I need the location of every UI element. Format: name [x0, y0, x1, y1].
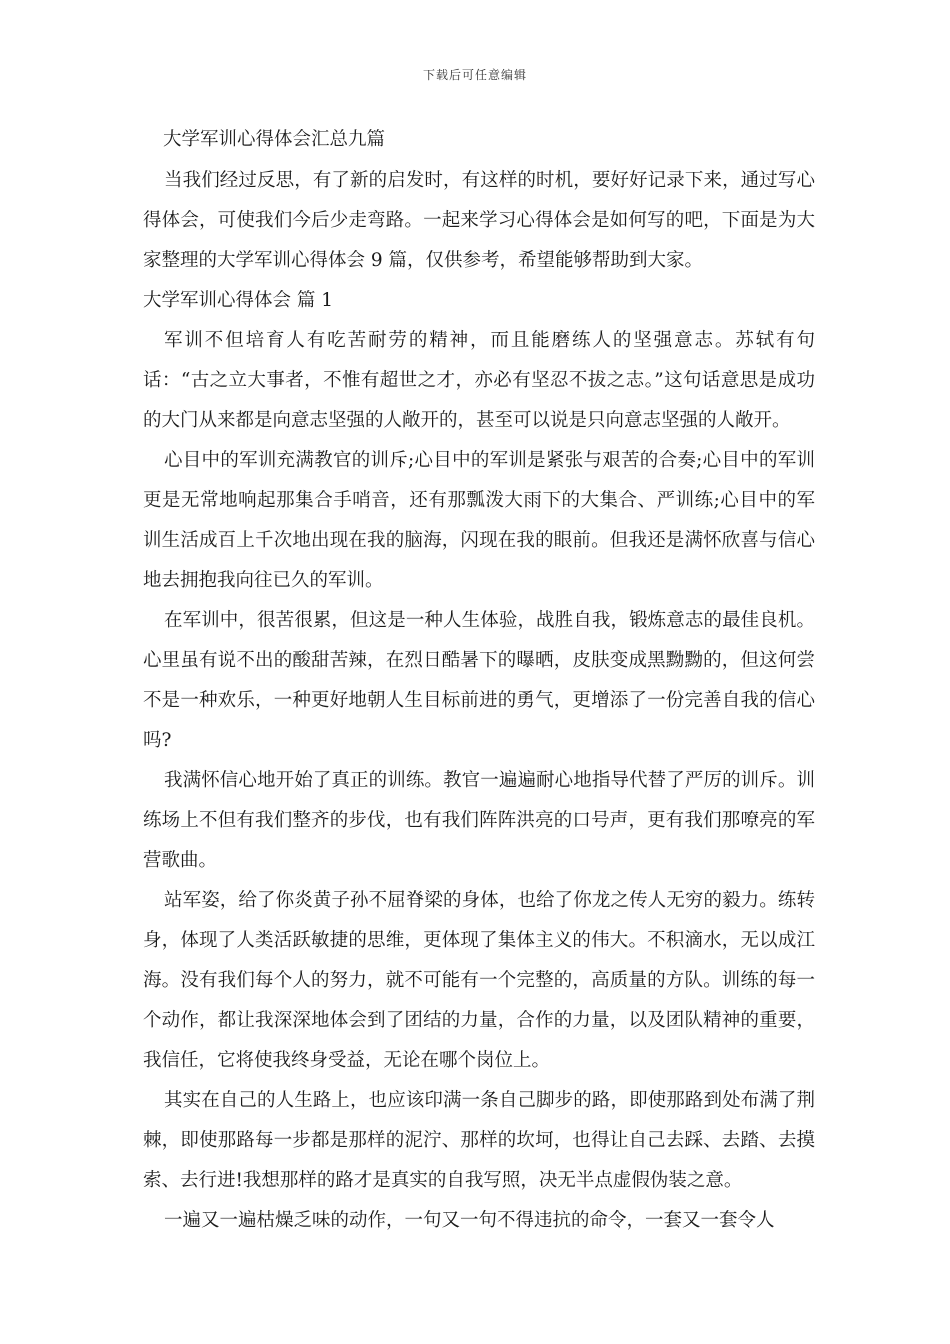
body-paragraph: 心目中的军训充满教官的训斥;心目中的军训是紧张与艰苦的合奏;心目中的军训更是无常地响起那集合手哨音，还有那瓢泼大雨下的大集合、严训练;心目中的军训生活成百上千次地出现在我的脑海，闪现在我的眼前。但我还是满怀欣喜与信心地去拥抱我向往已久的军训。	[143, 450, 815, 591]
body-paragraph: 我满怀信心地开始了真正的训练。教官一遍遍耐心地指导代替了严厉的训斥。训练场上不但有我们整齐的步伐，也有我们阵阵洪亮的口号声，更有我们那嘹亮的军营歌曲。	[143, 770, 815, 871]
document-title: 大学军训心得体会汇总九篇	[163, 129, 386, 150]
document-body	[143, 125, 815, 1241]
body-paragraph: 站军姿，给了你炎黄子孙不屈脊梁的身体，也给了你龙之传人无穷的毅力。练转身，体现了人类活跃敏捷的思维，更体现了集体主义的伟大。不积滴水，无以成江海。没有我们每个人的努力，就不可能有一个完整的，高质量的方队。训练的每一个动作，都让我深深地体会到了团结的力量，合作的力量，以及团队精神的重要，我信任，它将使我终身受益，无论在哪个岗位上。	[143, 890, 815, 1071]
intro-paragraph: 当我们经过反思，有了新的启发时，有这样的时机，要好好记录下来，通过写心得体会，可使我们今后少走弯路。一起来学习心得体会是如何写的吧，下面是为大家整理的大学军训心得体会 9 篇，仅供参考，希望能够帮助到大家。	[143, 170, 815, 271]
body-paragraph: 军训不但培育人有吃苦耐劳的精神，而且能磨练人的坚强意志。苏轼有句话：“古之立大事者，不惟有超世之才，亦必有坚忍不拔之志。”这句话意思是成功的大门从来都是向意志坚强的人敞开的，甚至可以说是只向意志坚强的人敞开。	[143, 330, 815, 431]
body-paragraph: 在军训中，很苦很累，但这是一种人生体验，战胜自我，锻炼意志的最佳良机。心里虽有说不出的酸甜苦辣，在烈日酷暑下的曝晒，皮肤变成黑黝黝的，但这何尝不是一种欢乐，一种更好地朝人生目标前进的勇气，更增添了一份完善自我的信心吗?	[143, 610, 815, 751]
header-note: 下载后可任意编辑	[422, 68, 527, 82]
body-paragraph: 其实在自己的人生路上，也应该印满一条自己脚步的路，即使那路到处布满了荆棘，即使那路每一步都是那样的泥泞、那样的坎坷，也得让自己去踩、去踏、去摸索、去行进!我想那样的路才是真实的自我写照，决无半点虚假伪装之意。	[143, 1090, 815, 1191]
section-heading: 大学军训心得体会 篇 1	[143, 290, 334, 311]
body-paragraph: 一遍又一遍枯燥乏味的动作，一句又一句不得违抗的命令，一套又一套令人	[164, 1210, 775, 1231]
